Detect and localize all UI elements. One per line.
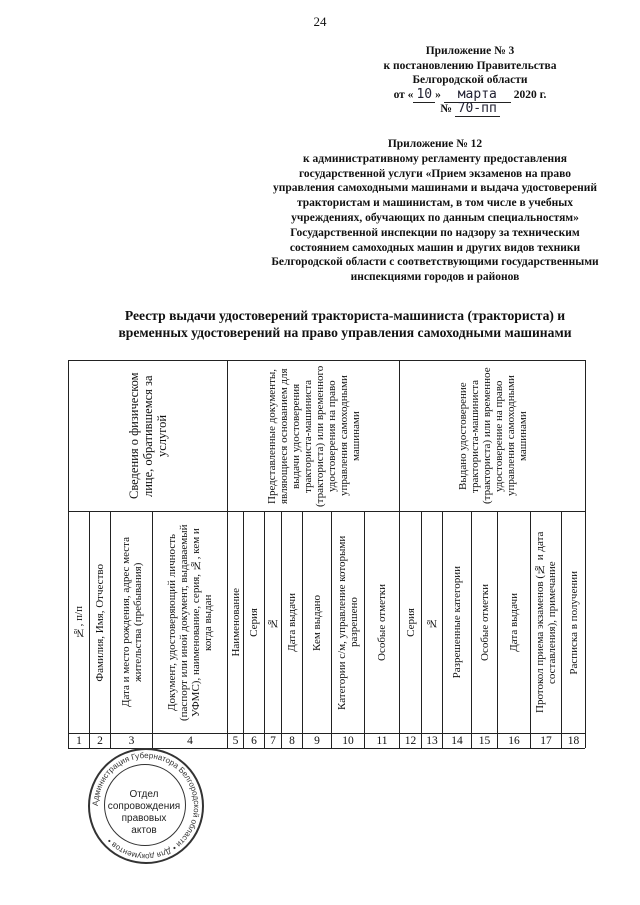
col-header-17: Протокол приема экзаменов (№ и дата составления), примечание: [534, 531, 558, 714]
col-header-1: №, п/п: [73, 606, 85, 639]
appendix-3-date: [350, 88, 590, 103]
stamp-line3: правовых: [121, 813, 167, 824]
col-number: 7: [270, 734, 276, 747]
group-header-documents: Представленные документы, являющиеся основанием для выдачи удостоверения тракториста-машиниста (тракториста) или временного удостоверения на право управления самоходными машинами: [265, 365, 362, 507]
date-mid: »: [435, 88, 441, 101]
date-prefix: от «: [393, 88, 414, 101]
stamp-label: [104, 789, 184, 837]
stamp-line1: Отдел: [129, 789, 159, 800]
col-header-10: Категории с/м, управление которыми разрешено: [336, 535, 360, 710]
col-number: 4: [187, 734, 193, 747]
stamp-line4: актов: [131, 825, 157, 836]
registry-title: Реестр выдачи удостоверений тракториста-машиниста (тракториста) и временных удостоверений на право управления самоходными машинами: [118, 308, 572, 340]
appendix-3-block: [350, 44, 590, 117]
stamp-line2: сопровождения: [107, 801, 181, 812]
col-number: 17: [540, 734, 552, 747]
col-header-3: Дата и место рождения, адрес места жительства (пребывания): [119, 537, 144, 708]
col-number: 10: [342, 734, 354, 747]
col-number: 11: [376, 734, 388, 747]
col-header-2: Фамилия, Имя, Отчество: [94, 563, 106, 682]
appendix-3-number: [350, 102, 590, 117]
number-prefix: №: [440, 103, 452, 115]
page-number: 24: [313, 14, 327, 29]
stamp-ring-label: Администрация Губернатора Белгородской области • Для документов •: [90, 750, 202, 862]
col-number: 14: [451, 734, 463, 747]
col-header-9: Кем выдано: [311, 594, 323, 651]
col-number: 18: [567, 734, 580, 747]
appendix-12-body: к административному регламенту предоставления государственной услуги «Прием экзаменов на право управления самоходными машинами и выдача удостоверений трактористам и машинистам, в том числе в учебных учреждениях, обучающих по данным специальностям» Государственной инспекции по надзору за техническим состоянием самоходных машин и других видов техники Белгородской области с соответствующими государственными инспекциями городов и районов: [271, 152, 599, 284]
col-header-6: Серия: [248, 608, 260, 637]
col-header-15: Особые отметки: [478, 584, 491, 661]
appendix-3-line3: Белгородской области: [412, 74, 528, 86]
col-header-13: №: [426, 616, 438, 629]
col-number: 3: [128, 734, 135, 747]
col-header-16: Дата выдачи: [508, 593, 520, 652]
col-header-11: Особые отметки: [376, 584, 388, 661]
appendix-12-block: [270, 137, 600, 285]
col-number: 6: [251, 734, 257, 747]
date-day: 10: [413, 87, 435, 103]
appendix-3-title: Приложение № 3: [425, 45, 515, 57]
col-header-18: Расписка в получении: [567, 570, 580, 675]
date-month: марта: [444, 87, 511, 103]
group-header-issued: Выдано удостоверение тракториста-машиниста (тракториста) или временное удостоверение на право управления самоходными машинами: [456, 367, 529, 505]
col-number: 15: [478, 734, 491, 747]
col-number: 16: [508, 734, 520, 747]
number-value: 70-пп: [455, 101, 500, 117]
col-header-4: Документ, удостоверяющий личность (паспорт или иной документ, выдаваемый УФМС), наименование, серия, №, кем и когда выдан: [166, 524, 214, 721]
col-number: 13: [426, 734, 438, 747]
col-header-8: Дата выдачи: [286, 593, 298, 652]
col-header-12: Серия: [404, 608, 417, 637]
col-header-5: Наименование: [229, 588, 242, 657]
col-number: 8: [289, 734, 295, 747]
appendix-12-title: Приложение № 12: [387, 138, 483, 150]
col-number: 2: [97, 734, 103, 747]
col-number: 5: [232, 734, 239, 747]
col-number: 9: [314, 734, 320, 747]
col-header-7: №: [267, 616, 279, 629]
col-header-14: Разрешенные категории: [451, 566, 463, 679]
appendix-3-line2: к постановлению Правительства: [383, 59, 557, 72]
group-header-applicant: Сведения о физическом лице, обратившемся за услугой: [127, 372, 169, 500]
date-year: 2020 г.: [513, 88, 547, 101]
col-number: 12: [404, 734, 417, 747]
table-border-right: [585, 360, 586, 748]
col-number: 1: [76, 734, 82, 747]
